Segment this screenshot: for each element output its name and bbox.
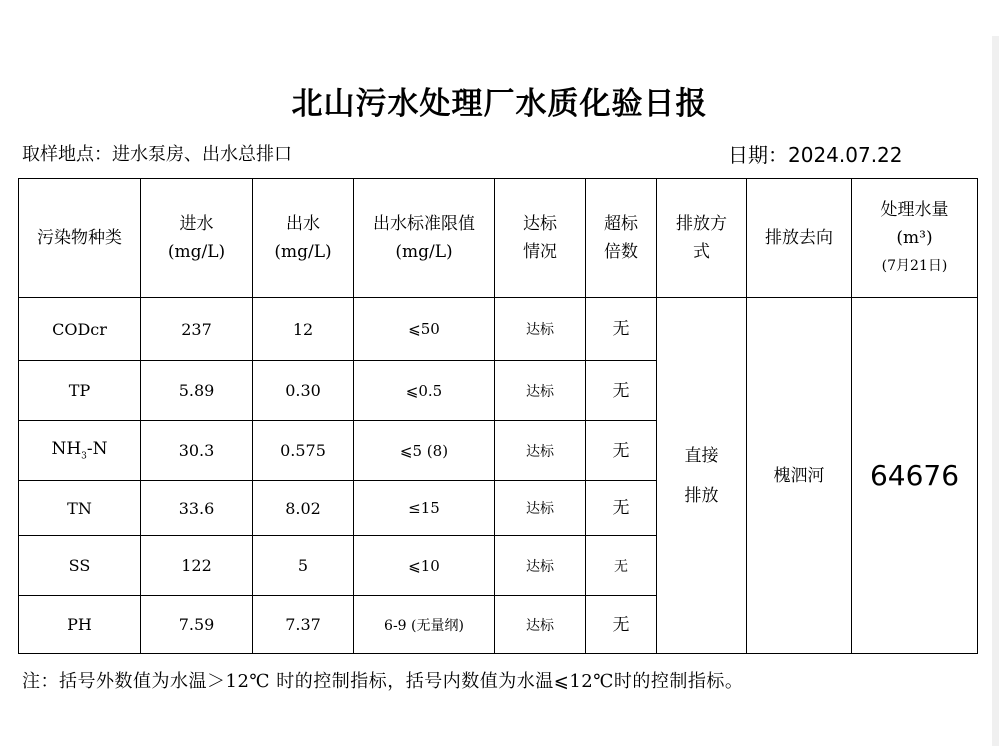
outflow-value: 0.30: [253, 361, 354, 421]
status-value: 达标: [495, 421, 586, 481]
status-value: 达标: [495, 481, 586, 536]
pollutant-name: SS: [19, 536, 141, 596]
outflow-value: 8.02: [253, 481, 354, 536]
status-value: 达标: [495, 361, 586, 421]
header-pollutant: 污染物种类: [19, 179, 141, 298]
status-value: 达标: [495, 298, 586, 361]
header-row: [19, 179, 978, 298]
inflow-value: 30.3: [141, 421, 253, 481]
limit-value: ⩽50: [354, 298, 495, 361]
exceed-value: 无: [586, 481, 657, 536]
header-exceed: 超标 倍数: [586, 179, 657, 298]
report-date: 日期：2024.07.22: [728, 143, 903, 167]
pollutant-name: TP: [19, 361, 141, 421]
footnote: 注：括号外数值为水温＞12℃ 时的控制指标，括号内数值为水温⩽12℃时的控制指标。: [22, 671, 744, 692]
header-inflow: 进水 (mg/L): [141, 179, 253, 298]
pollutant-name: CODcr: [19, 298, 141, 361]
limit-value: 6-9 (无量纲): [354, 596, 495, 654]
sampling-location: 取样地点：进水泵房、出水总排口: [22, 144, 292, 165]
exceed-value: 无: [586, 596, 657, 654]
exceed-value: 无: [586, 421, 657, 481]
outflow-value: 7.37: [253, 596, 354, 654]
pollutant-name: PH: [19, 596, 141, 654]
limit-value: ⩽5 (8): [354, 421, 495, 481]
limit-value: ⩽0.5: [354, 361, 495, 421]
inflow-value: 122: [141, 536, 253, 596]
status-value: 达标: [495, 596, 586, 654]
inflow-value: 7.59: [141, 596, 253, 654]
exceed-value: 无: [586, 536, 657, 596]
header-outflow: 出水 (mg/L): [253, 179, 354, 298]
water-quality-table: [18, 178, 978, 654]
pollutant-name: $NH_3-N$: [19, 421, 141, 481]
header-method: 排放方 式: [657, 179, 747, 298]
outflow-value: 0.575: [253, 421, 354, 481]
header-status: 达标 情况: [495, 179, 586, 298]
window-edge: [992, 36, 999, 746]
discharge-method: 直接 排放: [657, 298, 747, 654]
exceed-value: 无: [586, 298, 657, 361]
report-title: 北山污水处理厂水质化验日报: [291, 86, 708, 122]
header-limit: 出水标准限值 (mg/L): [354, 179, 495, 298]
pollutant-name: TN: [19, 481, 141, 536]
treated-volume: 64676: [852, 298, 978, 654]
inflow-value: 33.6: [141, 481, 253, 536]
inflow-value: 237: [141, 298, 253, 361]
limit-value: ⩽10: [354, 536, 495, 596]
limit-value: ≤15: [354, 481, 495, 536]
outflow-value: 12: [253, 298, 354, 361]
outflow-value: 5: [253, 536, 354, 596]
inflow-value: 5.89: [141, 361, 253, 421]
table-row: [19, 298, 978, 361]
header-destination: 排放去向: [747, 179, 852, 298]
discharge-destination: 槐泗河: [747, 298, 852, 654]
header-volume: 处理水量 (m³) (7月21日): [852, 179, 978, 298]
status-value: 达标: [495, 536, 586, 596]
exceed-value: 无: [586, 361, 657, 421]
